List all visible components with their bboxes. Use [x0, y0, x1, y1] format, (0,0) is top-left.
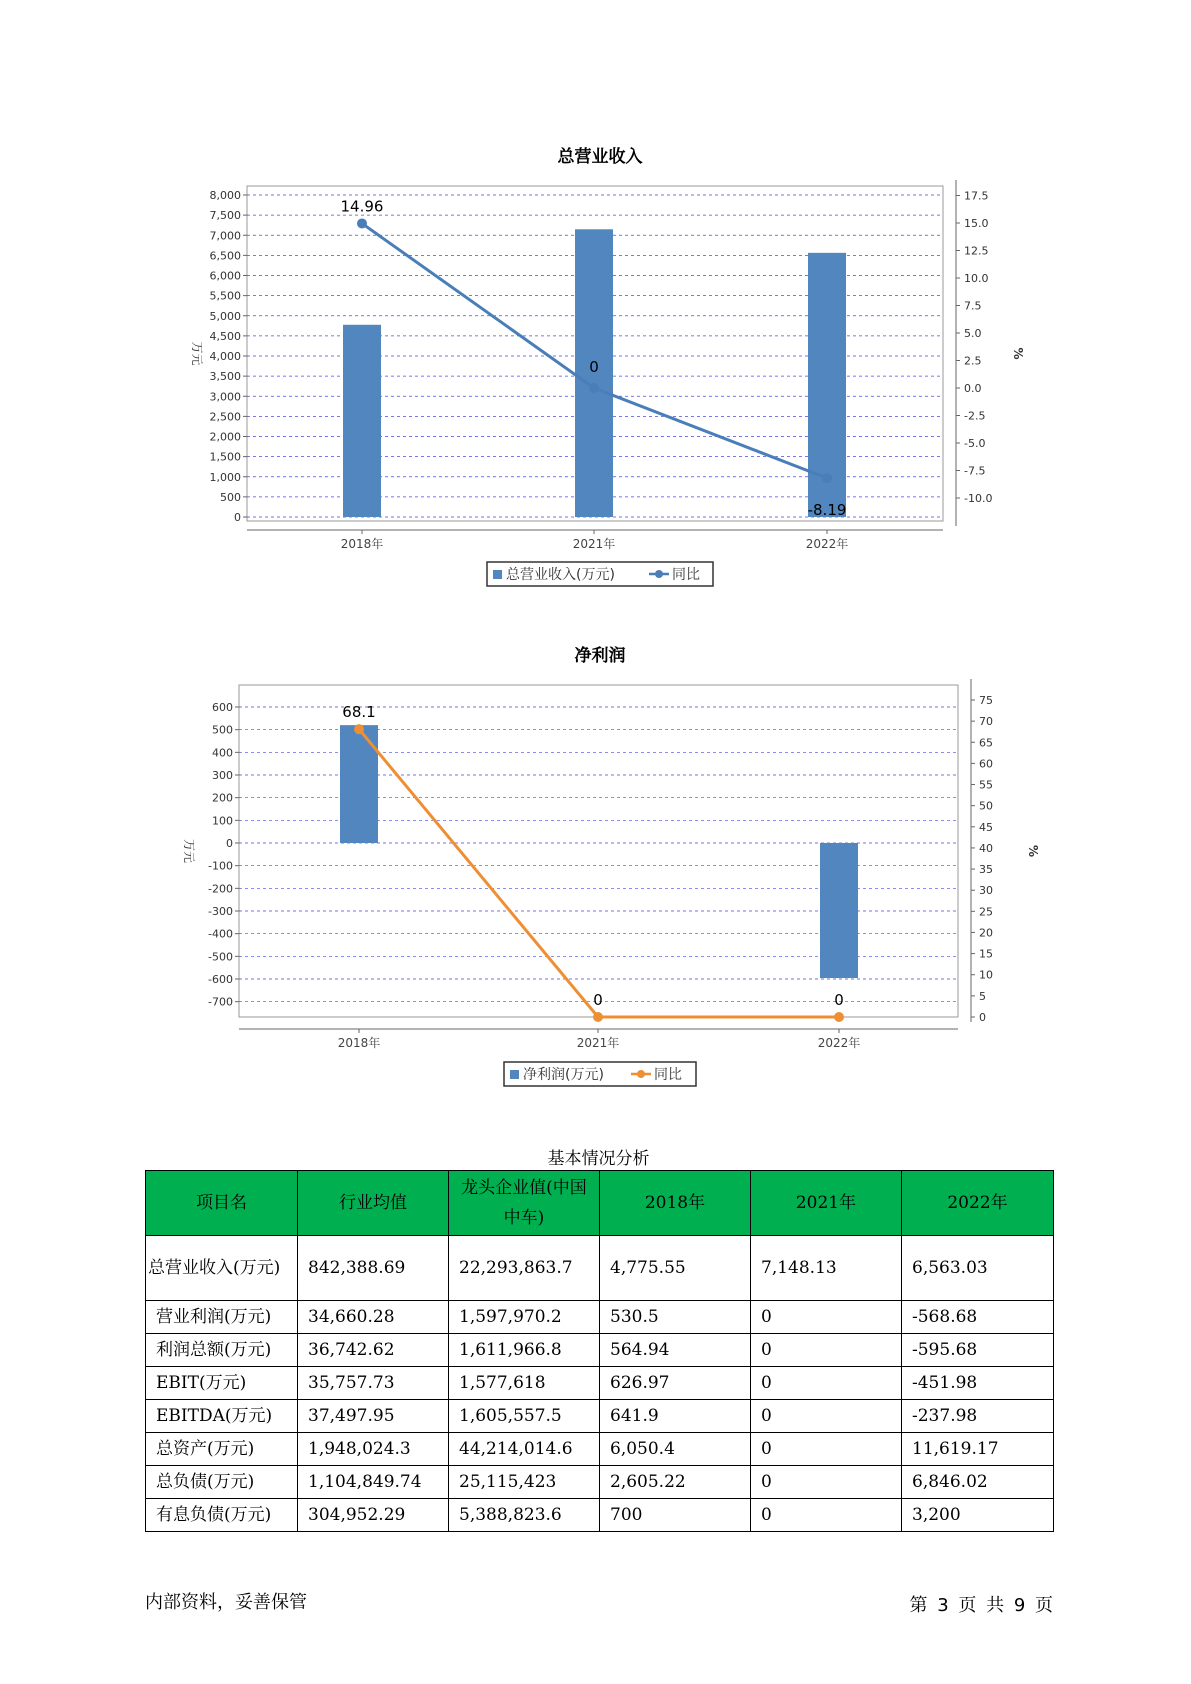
value-cell: 700 — [600, 1499, 751, 1532]
value-cell: 1,948,024.3 — [298, 1433, 449, 1466]
value-cell: -237.98 — [902, 1400, 1054, 1433]
value-cell: 25,115,423 — [449, 1466, 600, 1499]
value-cell: 0 — [751, 1367, 902, 1400]
legend-line-marker — [637, 1070, 645, 1078]
right-tick-label: 7.5 — [964, 299, 982, 313]
row-label-cell: EBITDA(万元) — [146, 1400, 298, 1433]
right-tick-label: -5.0 — [964, 437, 986, 450]
value-cell: 564.94 — [600, 1334, 751, 1367]
right-tick-label: 60 — [979, 757, 993, 771]
value-cell: 34,660.28 — [298, 1301, 449, 1334]
right-tick-label: -7.5 — [964, 464, 986, 478]
legend — [487, 562, 713, 586]
table-row — [146, 1433, 1054, 1466]
x-tick-label: 2021年 — [576, 1036, 620, 1050]
left-tick-label: 3,000 — [209, 390, 241, 404]
row-label-cell: 利润总额(万元) — [146, 1334, 298, 1367]
left-tick-label: -300 — [208, 905, 233, 918]
value-cell: 7,148.13 — [751, 1236, 902, 1301]
value-cell: 0 — [751, 1466, 902, 1499]
left-tick-label: 0 — [226, 837, 233, 850]
header-cell: 2018年 — [600, 1171, 751, 1236]
left-tick-label: 5,500 — [209, 289, 241, 303]
left-tick-label: -700 — [208, 995, 233, 1009]
value-cell: 842,388.69 — [298, 1236, 449, 1301]
left-tick-label: 7,000 — [209, 229, 241, 243]
value-cell: 22,293,863.7 — [449, 1236, 600, 1301]
left-tick-label: 1,500 — [209, 450, 241, 464]
legend-bar-label: 总营业收入(万元) — [506, 567, 615, 583]
right-tick-label: 40 — [979, 841, 993, 855]
legend-bar-swatch — [493, 570, 502, 579]
value-cell: 37,497.95 — [298, 1400, 449, 1433]
legend-bar-label: 净利润(万元) — [523, 1067, 604, 1083]
legend-line-marker — [655, 570, 663, 578]
row-label-cell: 总负债(万元) — [146, 1466, 298, 1499]
legend-line-label: 同比 — [672, 567, 700, 583]
right-tick-label: 17.5 — [964, 189, 989, 203]
value-cell: 36,742.62 — [298, 1334, 449, 1367]
revenue-chart-title: 总营业收入 — [557, 147, 643, 167]
left-tick-label: 0 — [234, 511, 241, 524]
footer-page-number: 第 3 页 共 9 页 — [909, 1595, 1053, 1616]
value-cell: 6,050.4 — [600, 1433, 751, 1466]
right-tick-label: 2.5 — [964, 354, 982, 368]
table-caption: 基本情况分析 — [547, 1149, 650, 1169]
value-cell: 626.97 — [600, 1367, 751, 1400]
value-cell: 44,214,014.6 — [449, 1433, 600, 1466]
value-cell: 3,200 — [902, 1499, 1054, 1532]
left-tick-label: 500 — [220, 490, 241, 504]
right-tick-label: 50 — [979, 799, 993, 813]
yoy-line — [359, 729, 839, 1017]
right-tick-label: 35 — [979, 863, 993, 877]
value-cell: 1,597,970.2 — [449, 1301, 600, 1334]
value-cell: -451.98 — [902, 1367, 1054, 1400]
left-tick-label: 3,500 — [209, 370, 241, 384]
value-cell: 11,619.17 — [902, 1433, 1054, 1466]
left-tick-label: 8,000 — [209, 189, 241, 202]
bar — [820, 843, 858, 978]
left-tick-label: -100 — [208, 859, 233, 873]
row-label-cell: 总资产(万元) — [146, 1433, 298, 1466]
value-cell: -595.68 — [902, 1334, 1054, 1367]
table-row — [146, 1466, 1054, 1499]
header-cell: 2021年 — [751, 1171, 902, 1236]
value-cell: 1,611,966.8 — [449, 1334, 600, 1367]
header-cell: 项目名 — [146, 1171, 298, 1236]
value-cell: 641.9 — [600, 1400, 751, 1433]
profit-chart-title: 净利润 — [574, 646, 626, 666]
left-tick-label: 300 — [212, 769, 233, 782]
right-tick-label: 25 — [979, 905, 993, 919]
legend-bar-swatch — [510, 1070, 519, 1079]
x-tick-label: 2021年 — [572, 537, 616, 551]
right-tick-label: 30 — [979, 884, 993, 898]
value-cell: 6,846.02 — [902, 1466, 1054, 1499]
left-tick-label: -400 — [208, 927, 233, 941]
value-cell: 6,563.03 — [902, 1236, 1054, 1301]
value-cell: -568.68 — [902, 1301, 1054, 1334]
left-tick-label: 2,500 — [209, 410, 241, 424]
left-tick-label: 6,000 — [209, 269, 241, 283]
right-tick-label: 12.5 — [964, 244, 989, 258]
right-tick-label: 10.0 — [964, 272, 989, 285]
row-label-cell: 营业利润(万元) — [146, 1301, 298, 1334]
right-tick-label: 15 — [979, 947, 993, 961]
left-tick-label: 6,500 — [209, 249, 241, 263]
table-row — [146, 1499, 1054, 1532]
yoy-point — [589, 383, 599, 393]
row-label-cell: 总营业收入(万元) — [146, 1236, 298, 1301]
footer-confidential: 内部资料，妥善保管 — [145, 1592, 307, 1613]
table-header-row — [146, 1171, 1054, 1236]
bar — [343, 325, 381, 517]
yoy-point-label: 14.96 — [340, 197, 384, 216]
left-tick-label: 1,000 — [209, 470, 241, 484]
value-cell: 1,605,557.5 — [449, 1400, 600, 1433]
legend-line-label: 同比 — [654, 1067, 682, 1083]
right-tick-label: 5.0 — [964, 327, 982, 340]
row-label-cell: 有息负债(万元) — [146, 1499, 298, 1532]
left-tick-label: -500 — [208, 950, 233, 964]
yoy-point-label: 68.1 — [342, 703, 376, 722]
right-tick-label: 15.0 — [964, 217, 989, 230]
right-tick-label: 5 — [979, 989, 986, 1003]
row-label-cell: EBIT(万元) — [146, 1367, 298, 1400]
x-tick-label: 2018年 — [340, 537, 384, 551]
left-tick-label: 7,500 — [209, 209, 241, 223]
left-axis-title: 万元 — [182, 838, 196, 864]
right-tick-label: 10 — [979, 968, 993, 982]
right-axis-title: % — [1026, 844, 1040, 858]
left-tick-label: -600 — [208, 973, 233, 986]
right-tick-label: 75 — [979, 694, 993, 707]
value-cell: 530.5 — [600, 1301, 751, 1334]
value-cell: 35,757.73 — [298, 1367, 449, 1400]
right-tick-label: 20 — [979, 926, 993, 940]
header-cell: 行业均值 — [298, 1171, 449, 1236]
bar — [340, 725, 378, 843]
legend — [504, 1062, 696, 1086]
x-tick-label: 2022年 — [817, 1036, 861, 1050]
right-tick-label: 55 — [979, 778, 993, 792]
yoy-point — [834, 1012, 844, 1022]
right-axis-title: % — [1011, 347, 1025, 360]
right-tick-label: 0.0 — [964, 382, 982, 395]
table-row — [146, 1236, 1054, 1301]
header-cell: 2022年 — [902, 1171, 1054, 1236]
value-cell: 1,104,849.74 — [298, 1466, 449, 1499]
yoy-point-label: 0 — [589, 358, 599, 376]
value-cell: 0 — [751, 1334, 902, 1367]
value-cell: 0 — [751, 1301, 902, 1334]
left-tick-label: 5,000 — [209, 309, 241, 323]
value-cell: 0 — [751, 1400, 902, 1433]
value-cell: 304,952.29 — [298, 1499, 449, 1532]
value-cell: 5,388,823.6 — [449, 1499, 600, 1532]
yoy-point — [822, 473, 832, 483]
right-tick-label: 65 — [979, 736, 993, 750]
value-cell: 0 — [751, 1433, 902, 1466]
yoy-point-label: -8.19 — [807, 501, 847, 520]
left-tick-label: 4,500 — [209, 329, 241, 343]
left-tick-label: 400 — [212, 746, 233, 760]
value-cell: 0 — [751, 1499, 902, 1532]
left-tick-label: 2,000 — [209, 430, 241, 444]
left-tick-label: 100 — [212, 814, 233, 828]
left-tick-label: -200 — [208, 882, 233, 896]
revenue-chart — [0, 175, 1191, 615]
value-cell: 2,605.22 — [600, 1466, 751, 1499]
yoy-point — [354, 724, 364, 734]
table-row — [146, 1400, 1054, 1433]
x-tick-label: 2022年 — [805, 537, 849, 551]
yoy-point — [357, 218, 367, 228]
right-tick-label: 70 — [979, 715, 993, 729]
table-row — [146, 1334, 1054, 1367]
header-cell: 龙头企业值(中国中车) — [449, 1171, 600, 1236]
right-tick-label: -2.5 — [964, 409, 986, 423]
right-tick-label: 0 — [979, 1011, 986, 1024]
left-tick-label: 600 — [212, 701, 233, 714]
left-tick-label: 4,000 — [209, 350, 241, 363]
x-tick-label: 2018年 — [337, 1036, 381, 1050]
yoy-point-label: 0 — [593, 991, 603, 1009]
left-tick-label: 500 — [212, 723, 233, 737]
yoy-point-label: 0 — [834, 991, 844, 1009]
value-cell: 4,775.55 — [600, 1236, 751, 1301]
left-tick-label: 200 — [212, 791, 233, 805]
profit-chart — [0, 675, 1191, 1115]
basic-analysis-table — [145, 1170, 1054, 1532]
table-row — [146, 1301, 1054, 1334]
yoy-point — [593, 1012, 603, 1022]
left-axis-title: 万元 — [190, 341, 204, 366]
right-tick-label: 45 — [979, 820, 993, 834]
value-cell: 1,577,618 — [449, 1367, 600, 1400]
right-tick-label: -10.0 — [964, 492, 993, 505]
table-row — [146, 1367, 1054, 1400]
